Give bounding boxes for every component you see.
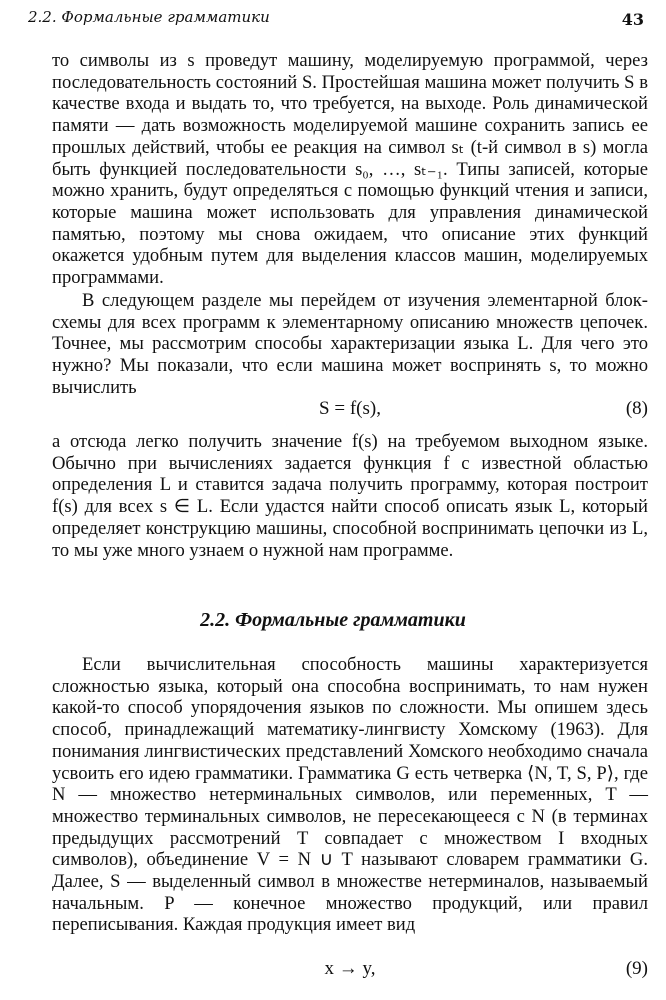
paragraph-2: В следующем разделе мы перейдем от изучения элементарной блок-схемы для всех программ к элементарному описанию множеств цепочек. Точнее, мы рассмотрим способы характеризации языка L. Для чего это нужно? Мы показали, что если машина может воспринять s, то можно вычислить (52, 290, 648, 398)
section-title: 2.2. Формальные грамматики (200, 609, 466, 631)
formula-expression: S = f(s), (319, 398, 381, 419)
paragraph-4: Если вычислительная способность машины характеризуется сложностью языка, который она способна воспринимать, то нам нужен какой-то способ упорядочения языков по сложности. Мы опишем здесь способ, принадлежащий математику-лингвисту Хомскому (1963). Для понимания лингвистических представлений Хомского необходимо сначала усвоить его идею грамматики. Грамматика G есть четверка ⟨N, T, S, P⟩, где N — множество нетерминальных символов, или переменных, T — множество терминальных символов, не пересекающееся с N (в терминах предыдущих рассмотрений T совпадает с множеством I входных символов), объединение V = N ∪ T называют словарем грамматики G. Далее, S — выделенный символ в множестве нетерминалов, называемый начальным. P — конечное множество продукций, или правил переписывания. Каждая продукция имеет вид (52, 654, 648, 936)
paragraph-3: а отсюда легко получить значение f(s) на требуемом выходном языке. Обычно при вычислениях задается функция f с известной областью определения L и ставится задача получить программу, которая построит f(s) для всех s ∈ L. Если удастся найти способ описать язык L, который определяет конструкцию машины, способной воспринимать цепочки из L, то мы уже много узнаем о нужной нам программе. (52, 431, 648, 561)
formula-number: (8) (625, 398, 648, 419)
formula-number: (9) (625, 958, 648, 979)
formula-expression: x → y, (324, 958, 376, 979)
running-head: 2.2. Формальные грамматики (28, 8, 270, 26)
page-number: 43 (621, 10, 644, 29)
paragraph-1: то символы из s проведут машину, моделируемую программой, через последовательность состояний S. Простейшая машина может получить S в качестве входа и выдать то, что требуется, на выходе. Роль динамической памяти — дать возможность моделируемой машине сохранить запись ее прошлых действий, чтобы ее реакция на символ sₜ (t-й символ в s) могла быть функцией последовательности s₀, …, sₜ₋₁. Типы записей, которые можно хранить, будут определяться с помощью функций чтения и записи, которые машина может использовать для управления динамической памятью, поэтому мы снова ожидаем, что описание этих функций окажется удобным путем для выделения классов машин, моделируемых программами. (52, 50, 648, 289)
